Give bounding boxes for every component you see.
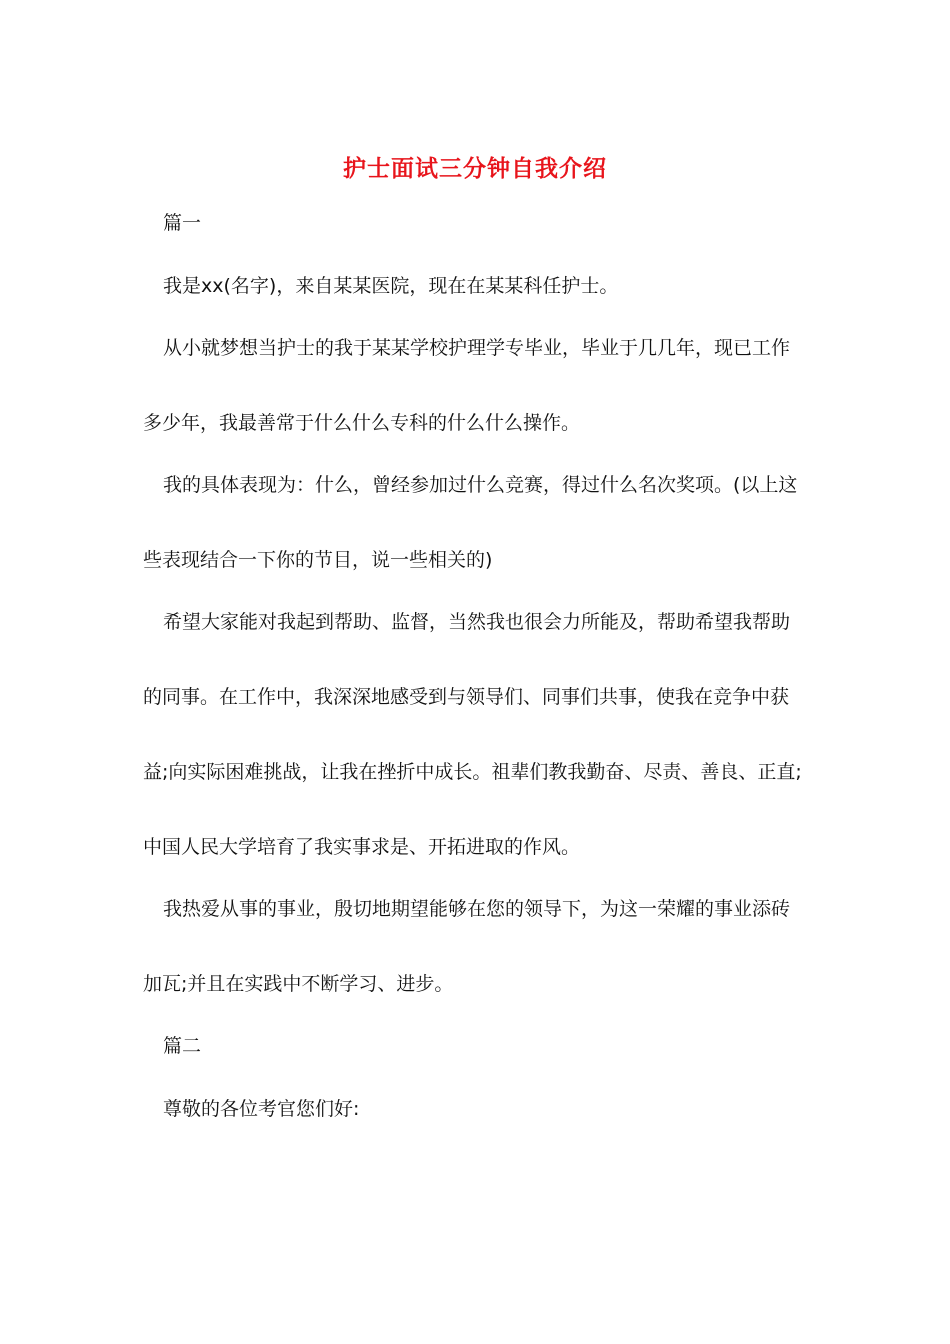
paragraph-line: 些表现结合一下你的节目，说一些相关的) <box>143 549 493 571</box>
paragraph-line: 我是xx(名字)，来自某某医院，现在在某某科任护士。 <box>163 275 619 297</box>
paragraph-line: 益;向实际困难挑战，让我在挫折中成长。祖辈们教我勤奋、尽责、善良、正直; <box>143 761 802 783</box>
paragraph-line: 我热爱从事的事业，殷切地期望能够在您的领导下，为这一荣耀的事业添砖 <box>163 898 791 920</box>
paragraph-line: 尊敬的各位考官您们好: <box>163 1098 360 1120</box>
paragraph-line: 中国人民大学培育了我实事求是、开拓进取的作风。 <box>143 836 581 858</box>
section-heading-1: 篇一 <box>163 212 202 234</box>
document-title: 护士面试三分钟自我介绍 <box>343 155 607 182</box>
paragraph-line: 加瓦;并且在实践中不断学习、进步。 <box>143 973 454 995</box>
paragraph-line: 从小就梦想当护士的我于某某学校护理学专毕业，毕业于几几年，现已工作 <box>163 337 791 359</box>
paragraph-line: 我的具体表现为：什么，曾经参加过什么竞赛，得过什么名次奖项。(以上这 <box>163 474 798 496</box>
paragraph-line: 的同事。在工作中，我深深地感受到与领导们、同事们共事，使我在竞争中获 <box>143 686 790 708</box>
section-heading-2: 篇二 <box>163 1035 202 1057</box>
paragraph-line: 多少年，我最善常于什么什么专科的什么什么操作。 <box>143 412 581 434</box>
paragraph-line: 希望大家能对我起到帮助、监督，当然我也很会力所能及，帮助希望我帮助 <box>163 611 791 633</box>
